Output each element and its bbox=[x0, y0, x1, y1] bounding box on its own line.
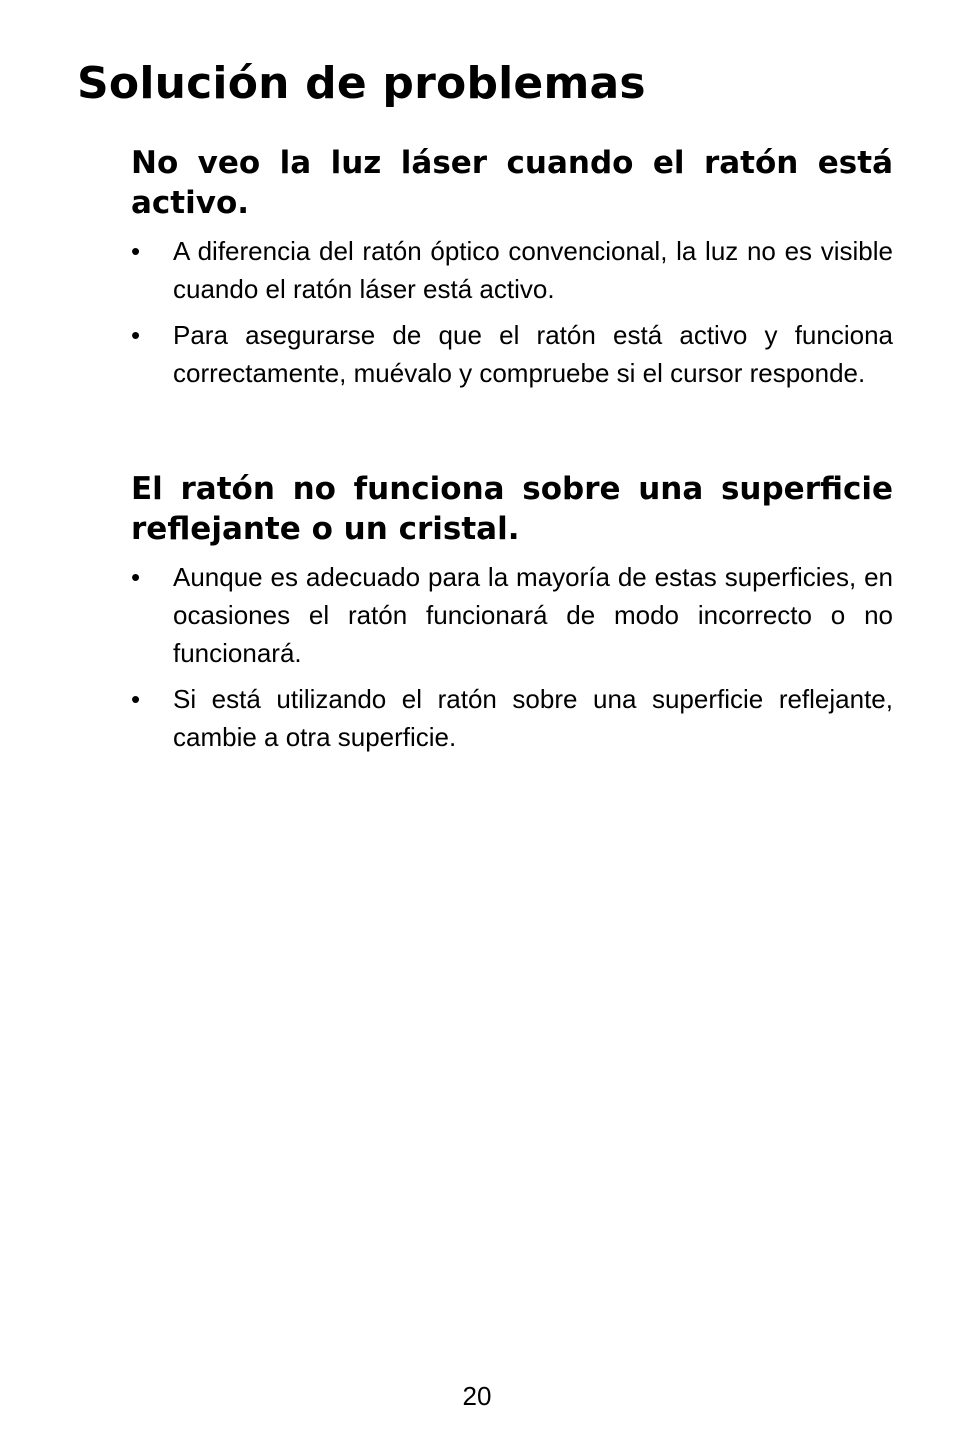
bullet-icon: • bbox=[131, 684, 141, 714]
bullet-list bbox=[131, 232, 893, 392]
list-item-text: Si está utilizando el ratón sobre una superficie reflejante, cambie a otra superficie. bbox=[173, 684, 893, 752]
troubleshooting-section-laser-light bbox=[131, 143, 893, 400]
list-item-text: Aunque es adecuado para la mayoría de estas superficies, en ocasiones el ratón funcionará de modo incorrecto o no funcionará. bbox=[173, 562, 893, 668]
bullet-icon: • bbox=[131, 236, 141, 266]
list-item bbox=[131, 232, 893, 308]
list-item bbox=[131, 680, 893, 756]
bullet-icon: • bbox=[131, 320, 141, 350]
section-heading: El ratón no funciona sobre una superficie reflejante o un cristal. bbox=[131, 471, 893, 547]
bullet-list bbox=[131, 558, 893, 756]
section-heading: No veo la luz láser cuando el ratón está activo. bbox=[131, 145, 893, 221]
troubleshooting-section-reflective-surface bbox=[131, 469, 893, 764]
list-item-text: Para asegurarse de que el ratón está activo y funciona correctamente, muévalo y compruebe si el cursor responde. bbox=[173, 320, 893, 388]
list-item bbox=[131, 558, 893, 672]
page-number: 20 bbox=[462, 1381, 492, 1411]
page-title: Solución de problemas bbox=[77, 58, 646, 109]
list-item bbox=[131, 316, 893, 392]
list-item-text: A diferencia del ratón óptico convencional, la luz no es visible cuando el ratón láser está activo. bbox=[173, 236, 893, 304]
bullet-icon: • bbox=[131, 562, 141, 592]
